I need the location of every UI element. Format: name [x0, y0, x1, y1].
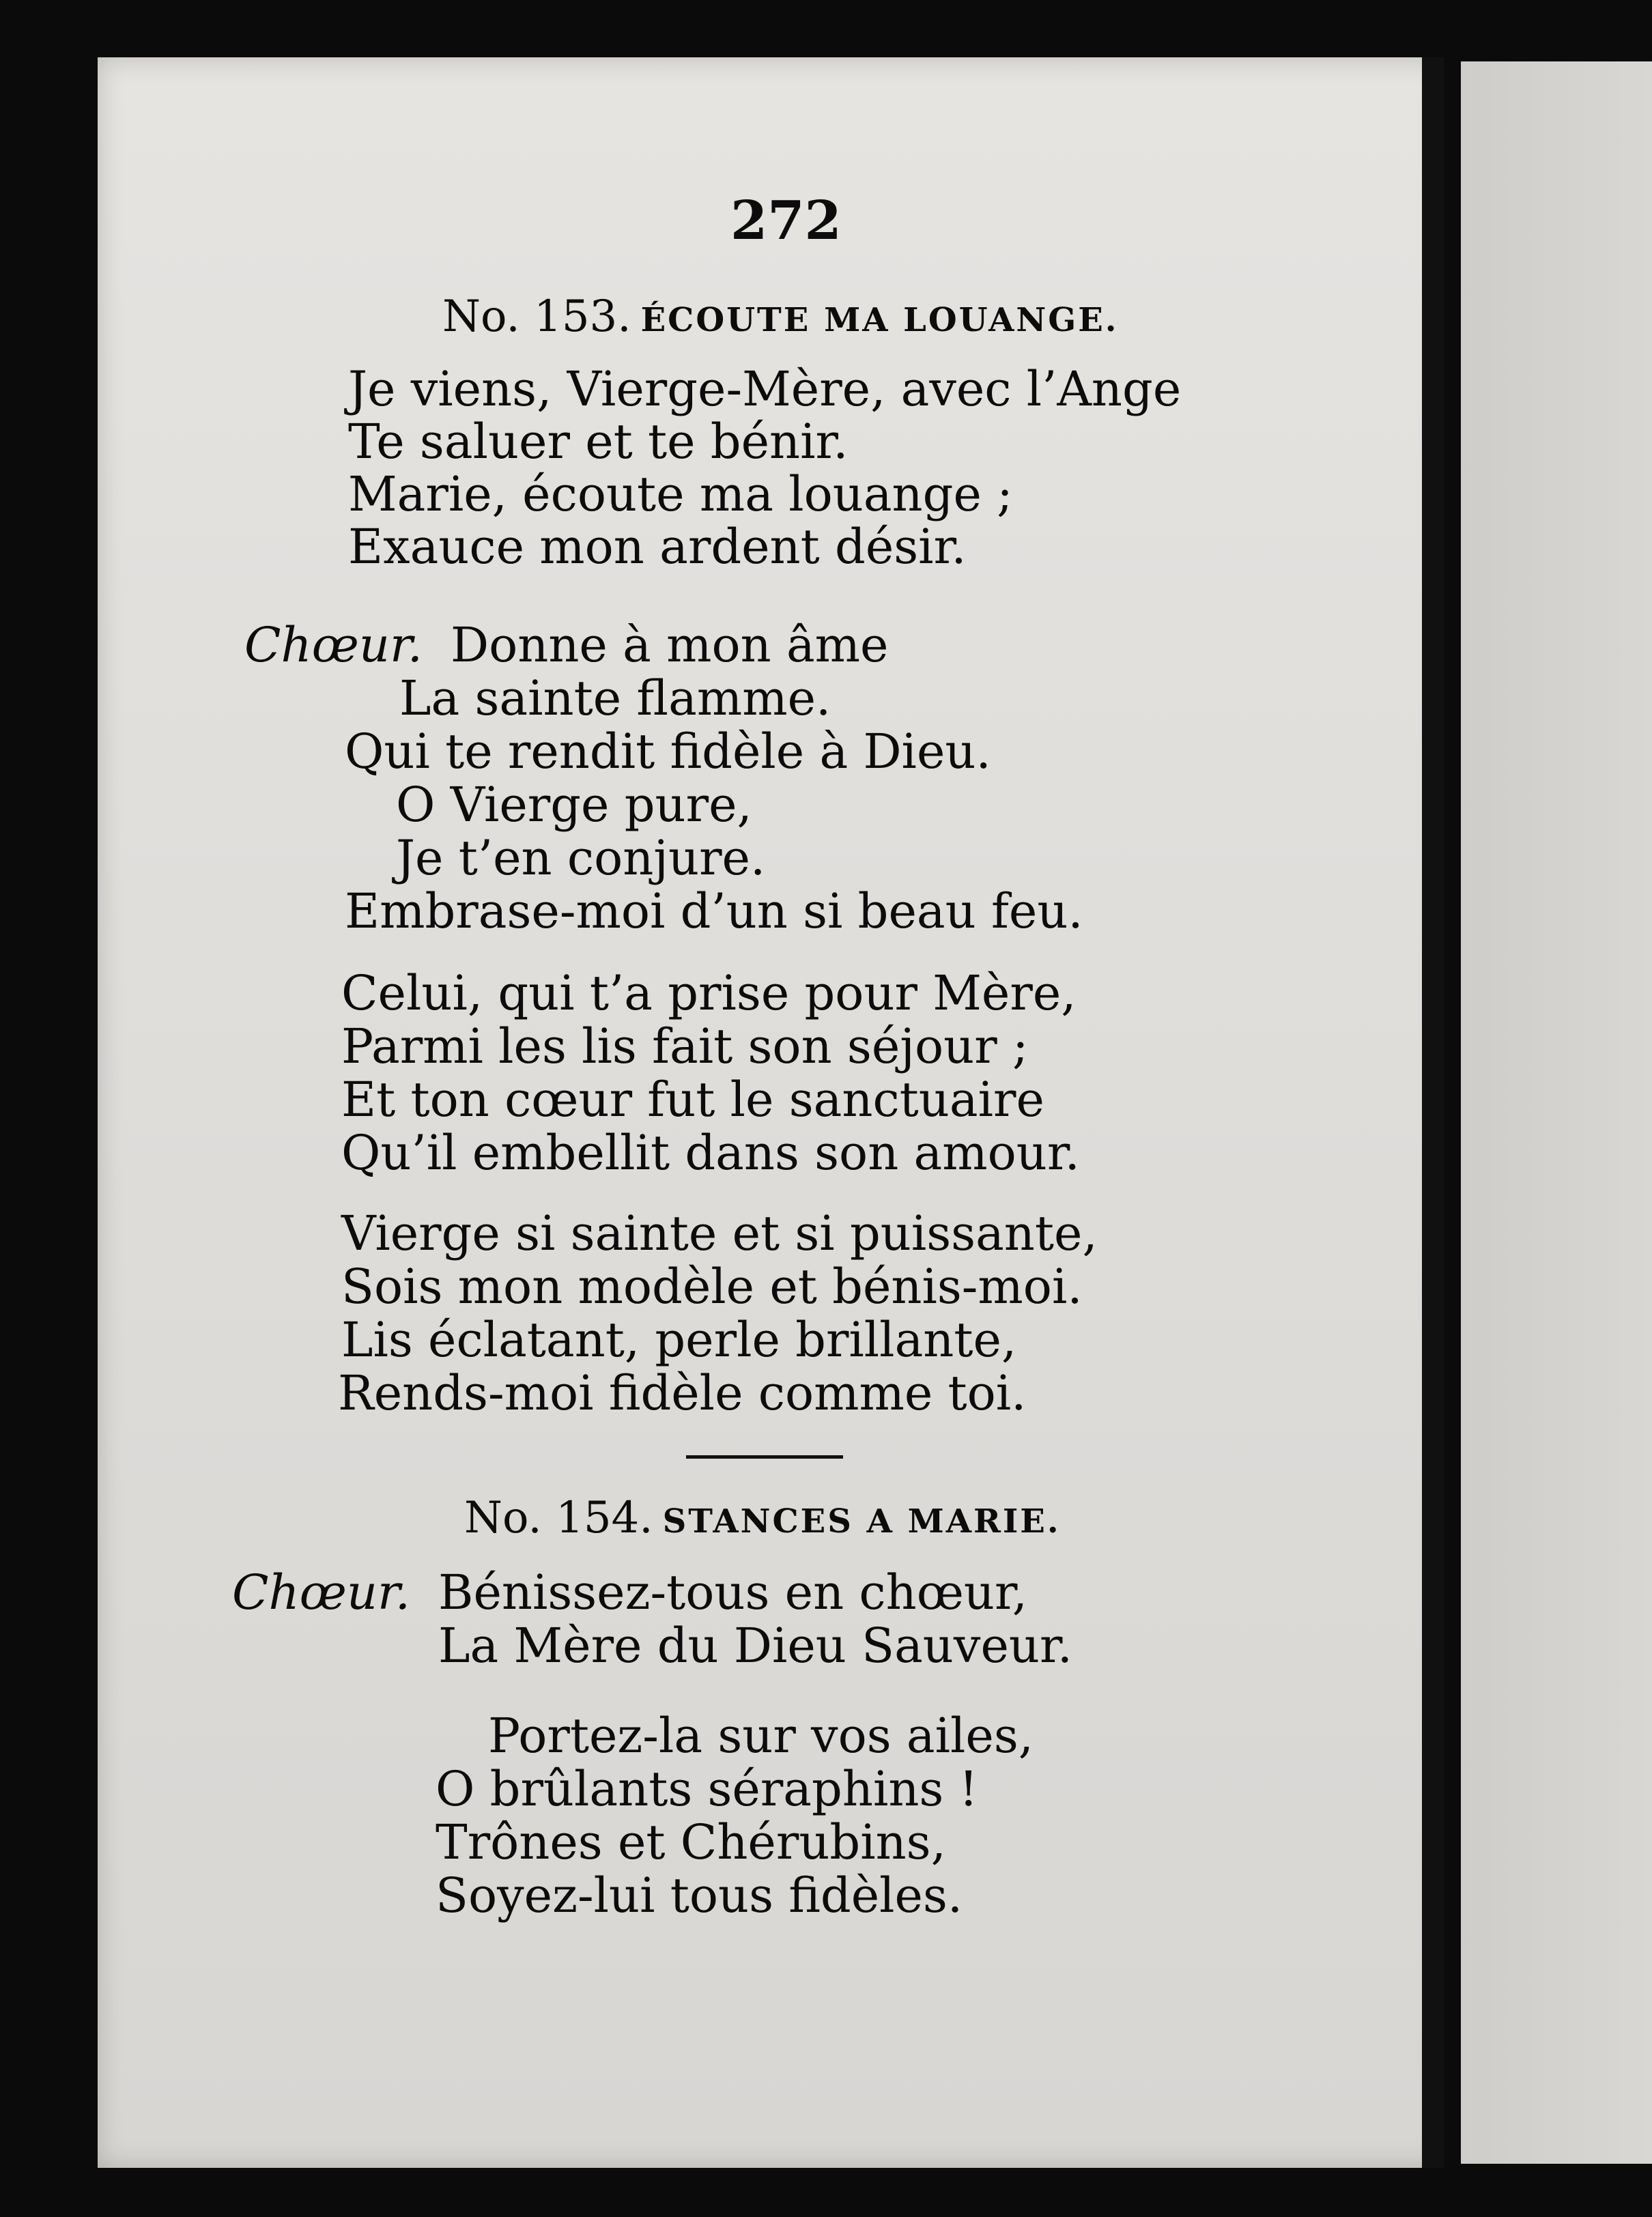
verse-line: Portez-la sur vos ailes,: [488, 1708, 1034, 1764]
verse-line: Bénissez-tous en chœur,: [438, 1564, 1028, 1620]
verse-line: Celui, qui t’a prise pour Mère,: [341, 965, 1077, 1021]
verse-line: Qu’il embellit dans son amour.: [341, 1125, 1080, 1181]
chorus-label: Chœur.: [232, 1564, 410, 1620]
verse-line: Rends-moi fidèle comme toi.: [338, 1365, 1027, 1421]
verse-line: Je viens, Vierge-Mère, avec l’Ange: [348, 361, 1182, 417]
verse-line: Embrase-moi d’un si beau feu.: [345, 883, 1083, 939]
hymn-title: [442, 291, 1119, 342]
page-gutter: [1422, 57, 1444, 2168]
verse-line: Je t’en conjure.: [396, 830, 766, 886]
verse-line: Et ton cœur fut le sanctuaire: [341, 1072, 1044, 1128]
hymn-heading: STANCES A MARIE.: [662, 1502, 1061, 1541]
verse-line: Exauce mon ardent désir.: [348, 519, 967, 575]
verse-line: Qui te rendit fidèle à Dieu.: [345, 724, 991, 779]
verse-line: La Mère du Dieu Sauveur.: [438, 1618, 1072, 1674]
page-number: 272: [730, 190, 842, 252]
verse-line: Sois mon modèle et bénis-moi.: [341, 1259, 1083, 1315]
verse-line: Vierge si sainte et si puissante,: [341, 1205, 1098, 1261]
verse-line: O Vierge pure,: [396, 777, 752, 833]
verse-line: Trônes et Chérubins,: [436, 1814, 946, 1870]
hymn-number: No. 154.: [464, 1493, 653, 1543]
verse-line: Parmi les lis fait son séjour ;: [341, 1018, 1029, 1074]
adjacent-page-edge: [1461, 61, 1652, 2164]
verse-line: O brûlants séraphins !: [436, 1761, 978, 1817]
hymn-heading: ÉCOUTE MA LOUANGE.: [640, 301, 1119, 339]
hymn-number: No. 153.: [442, 291, 631, 342]
section-divider: [686, 1455, 843, 1459]
hymn-title: [464, 1493, 1061, 1543]
verse-line: La sainte flamme.: [399, 670, 831, 726]
verse-line: Marie, écoute ma louange ;: [348, 466, 1013, 522]
verse-line: Lis éclatant, perle brillante,: [341, 1312, 1017, 1368]
verse-line: Soyez-lui tous fidèles.: [436, 1868, 963, 1923]
chorus-label: Chœur.: [244, 617, 423, 673]
verse-line: Donne à mon âme: [451, 617, 889, 673]
verse-line: Te saluer et te bénir.: [348, 414, 849, 470]
